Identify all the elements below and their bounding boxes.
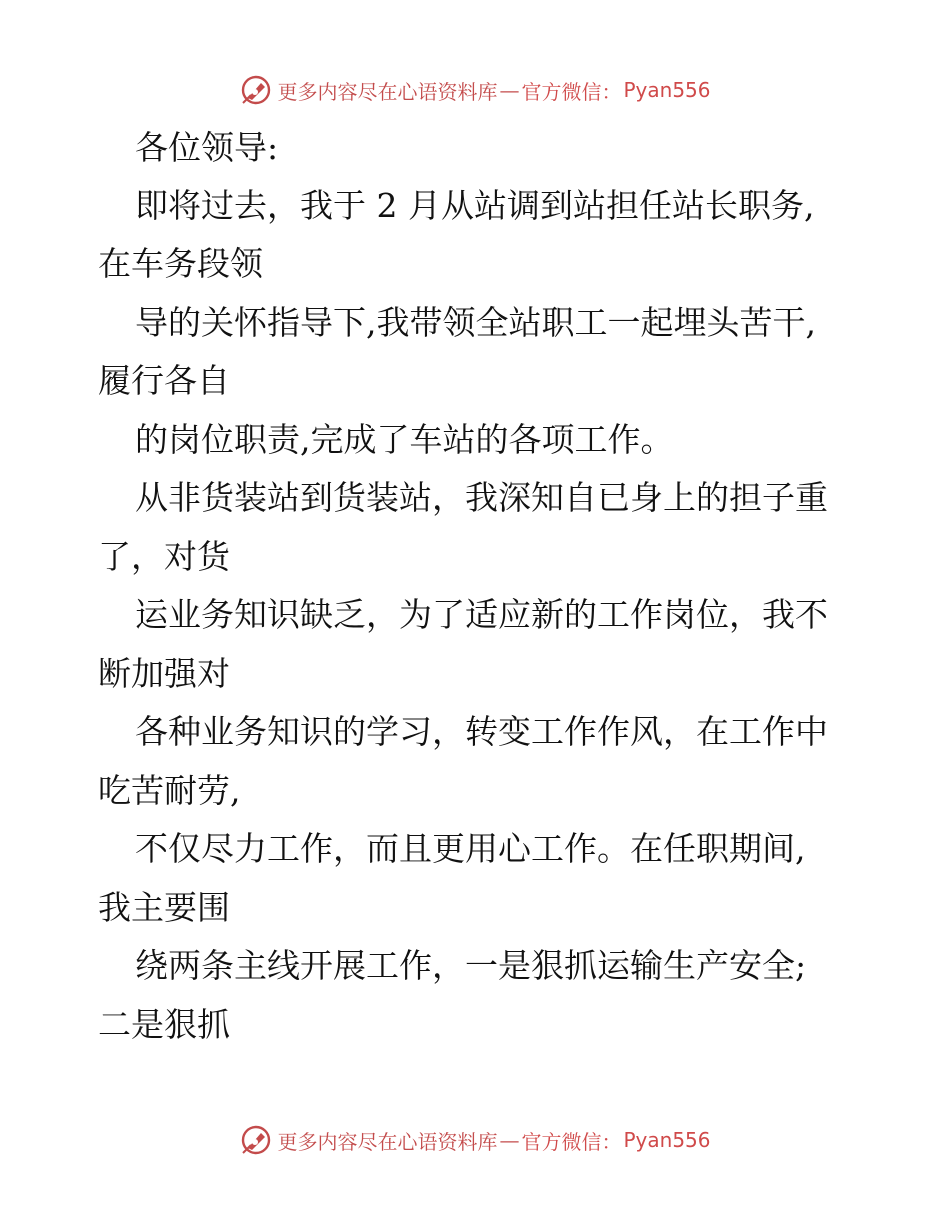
text-line: 二是狠抓 — [98, 1005, 230, 1044]
watermark-dash: — — [499, 78, 520, 102]
text-line: 导的关怀指导下,我带领全站职工一起埋头苦干, — [135, 303, 816, 342]
pen-nib-circle-icon — [239, 73, 273, 107]
watermark-label: 官方微信： — [521, 79, 622, 104]
text-line: 在车务段领 — [98, 244, 263, 283]
watermark-id: Pyan556 — [623, 78, 711, 102]
text-line: 了，对货 — [98, 537, 230, 576]
text-line: 即将过去，我于 2 月从站调到站担任站长职务, — [135, 186, 815, 225]
text-line: 吃苦耐劳, — [98, 771, 241, 810]
pen-nib-circle-icon — [239, 1123, 273, 1157]
text-line: 运业务知识缺乏，为了适应新的工作岗位，我不 — [135, 595, 828, 634]
text-line: 从非货装站到货装站，我深知自已身上的担子重 — [135, 478, 828, 517]
text-line: 绕两条主线开展工作，一是狠抓运输生产安全; — [135, 946, 807, 985]
text-line: 各种业务知识的学习，转变工作作风，在工作中 — [135, 712, 828, 751]
text-line: 断加强对 — [98, 654, 230, 693]
salutation-line: 各位领导: — [135, 128, 279, 167]
footer-watermark — [0, 1120, 950, 1160]
watermark-id: Pyan556 — [623, 1128, 711, 1152]
watermark-brand: 更多内容尽在心语资料库 — [277, 1129, 498, 1154]
watermark-label: 官方微信： — [521, 1129, 622, 1154]
text-line: 不仅尽力工作，而且更用心工作。在任职期间, — [135, 829, 806, 868]
watermark-brand: 更多内容尽在心语资料库 — [277, 79, 498, 104]
text-line: 的岗位职责,完成了车站的各项工作。 — [135, 420, 674, 459]
header-watermark — [0, 70, 950, 110]
text-line: 我主要围 — [98, 888, 230, 927]
text-line: 履行各自 — [98, 361, 230, 400]
watermark-dash: — — [499, 1128, 520, 1152]
